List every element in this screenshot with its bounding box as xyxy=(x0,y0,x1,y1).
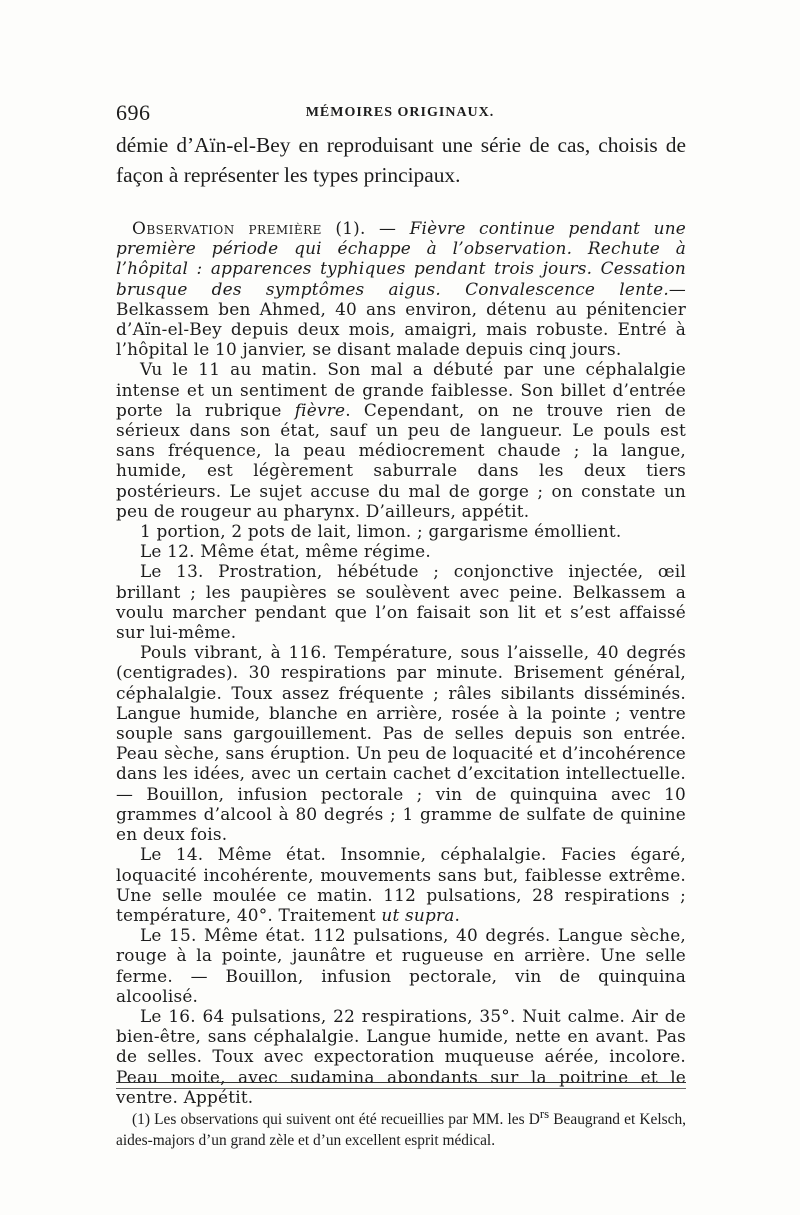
p6-text-b: . xyxy=(454,904,461,925)
footnote-superscript: rs xyxy=(539,1107,550,1121)
paragraph-p7: Le 15. Même état. 112 pulsations, 40 degrés. Langue sèche, rouge à la pointe, jaunâtre et rugueuse en arrière. Une selle ferme. — Bouillon, infusion pectorale, vin de quinquina alcoolisé. xyxy=(116,925,686,1006)
observation-heading-paragraph xyxy=(116,218,686,359)
footnote-marker: (1) xyxy=(132,1111,150,1129)
page-header xyxy=(116,100,684,124)
observation-footnote-ref: (1). xyxy=(335,218,366,238)
footnote-text-b: Beaugrand et Kelsch, aides-majors d’un grand zèle et d’un excellent esprit médical. xyxy=(116,1111,686,1150)
observation-intro: — Belkassem ben Ahmed, 40 ans environ, détenu au pénitencier d’Aïn-el-Bey depuis deux mois, amaigri, mais robuste. Entré à l’hôpital le 10 janvier, se disant malade depuis cinq jours. xyxy=(116,278,686,360)
p6-text-a: Le 14. Même état. Insomnie, céphalalgie. Facies égaré, loquacité incohérente, mouvements sans but, faiblesse extrême. Une selle moulée ce matin. 112 pulsations, 28 respirations ; température, 40°. Traitement xyxy=(116,844,686,925)
p1-text-a: Vu le 11 au matin. Son mal a débuté par une céphalalgie intense et un sentiment de grande faiblesse. Son billet d’entrée porte la rubrique xyxy=(116,359,686,420)
observation-title: Fièvre continue pendant une première période qui échappe à l’observation. Rechute à l’hôpital : apparences typhiques pendant trois jours. Cessation brusque des symptômes aigus. Convalescence lente. xyxy=(116,218,686,299)
paragraph-p3: Le 12. Même état, même régime. xyxy=(140,541,431,562)
p6-italic: ut supra xyxy=(381,904,455,925)
observation-heading: Observation première xyxy=(132,218,322,238)
paragraph-p1 xyxy=(116,359,686,521)
lead-paragraph: démie d’Aïn-el-Bey en reproduisant une série de cas, choisis de façon à représenter les types principaux. xyxy=(116,133,686,187)
footnote-rule xyxy=(116,1082,686,1083)
running-title: MÉMOIRES ORIGINAUX. xyxy=(305,105,495,120)
footnote xyxy=(116,1104,686,1151)
footnote-rule-secondary xyxy=(116,1088,686,1089)
body-text xyxy=(116,130,686,1107)
paragraph-p5: Pouls vibrant, à 116. Température, sous l’aisselle, 40 degrés (centigrades). 30 respirations par minute. Brisement général, céphalalgie. Toux assez fréquente ; râles sibilants disséminés. Langue humide, blanche en arrière, rosée à la pointe ; ventre souple sans gargouillement. Pas de selles depuis son entrée. Peau sèche, sans éruption. Un peu de loquacité et d’incohérence dans les idées, avec un certain cachet d’excitation intellectuelle. — Bouillon, infusion pectorale ; vin de quinquina avec 10 grammes d’alcool à 80 degrés ; 1 gramme de sulfate de quinine en deux fois. xyxy=(116,642,686,845)
footnote-text-a: Les observations qui suivent ont été recueillies par MM. les D xyxy=(154,1111,540,1129)
page-number: 696 xyxy=(116,100,151,125)
p1-text-b: . Cependant, on ne trouve rien de sérieux dans son état, sauf un peu de langueur. Le pouls est sans fréquence, la peau médiocrement chaude ; la langue, humide, est légèrement saburrale dans les deux tiers postérieurs. Le sujet accuse du mal de gorge ; on constate un peu de rougeur au pharynx. D’ailleurs, appétit. xyxy=(116,399,686,521)
paragraph-p6 xyxy=(116,844,686,925)
paragraph-p8: Le 16. 64 pulsations, 22 respirations, 35°. Nuit calme. Air de bien-être, sans céphalalgie. Langue humide, nette en avant. Pas de selles. Toux avec expectoration muqueuse aérée, incolore. Peau moite, avec sudamina abondants sur la poitrine et le ventre. Appétit. xyxy=(116,1005,686,1107)
p1-italic: fièvre xyxy=(294,399,346,420)
paragraph-p2: 1 portion, 2 pots de lait, limon. ; gargarisme émollient. xyxy=(140,521,622,542)
paragraph-p4: Le 13. Prostration, hébétude ; conjonctive injectée, œil brillant ; les paupières se soulèvent avec peine. Belkassem a voulu marcher pendant que l’on faisait son lit et s’est affaissé sur lui-même. xyxy=(116,561,686,643)
observation-dash: — xyxy=(379,218,397,238)
